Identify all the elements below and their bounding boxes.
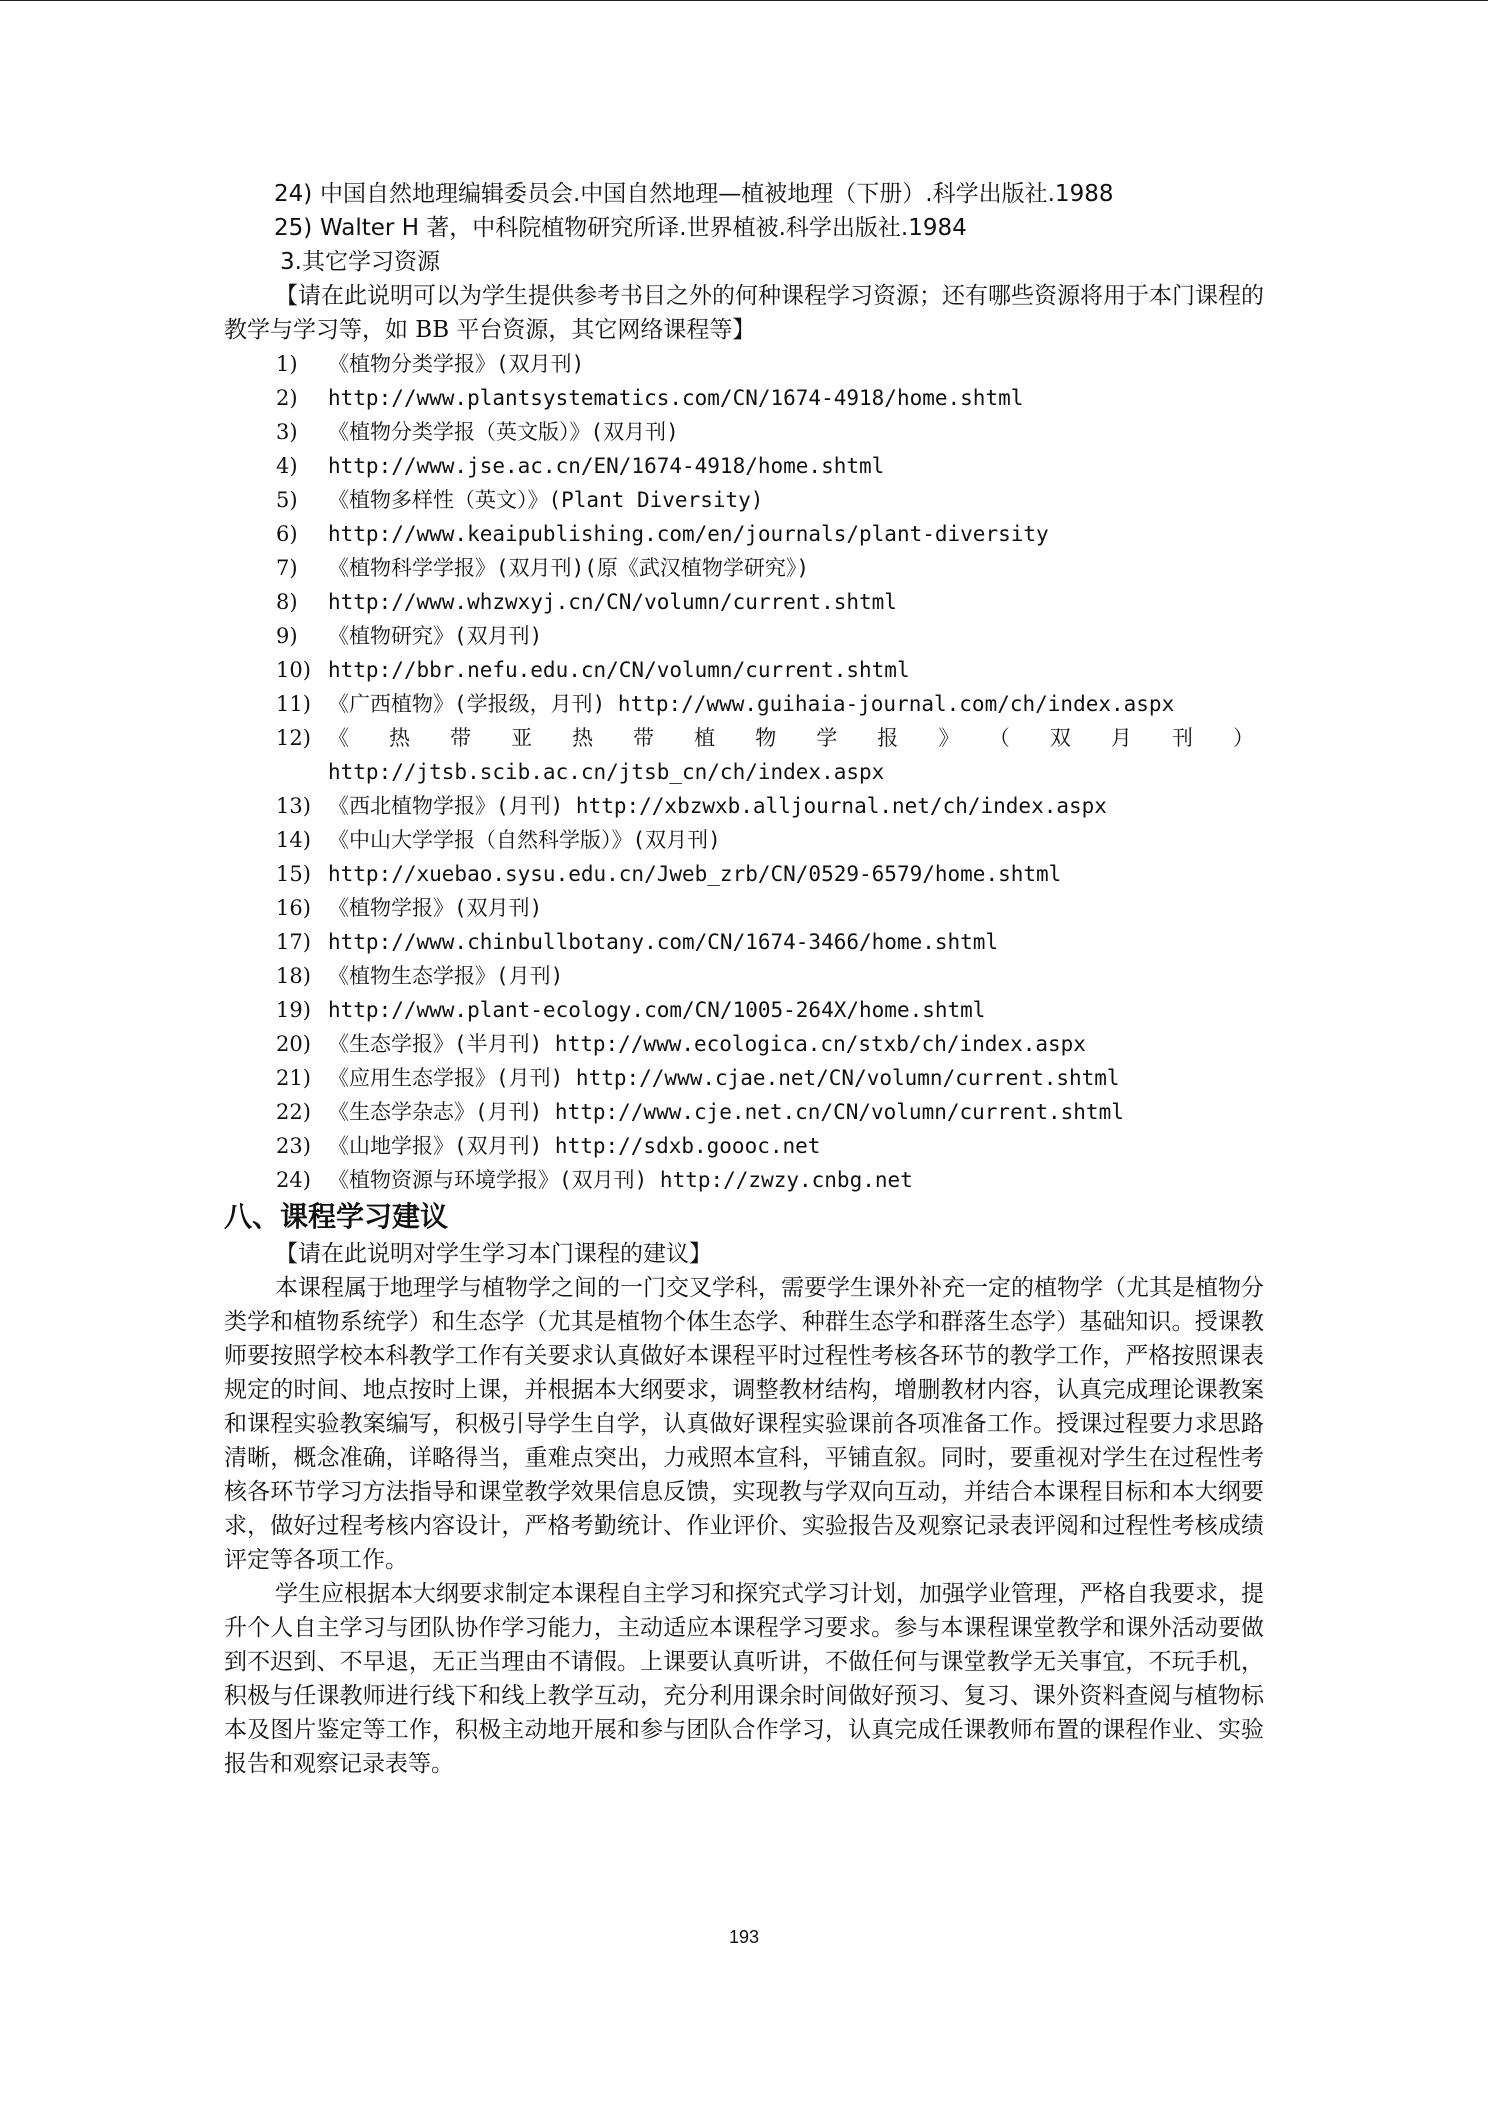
item-text: http://www.keaipublishing.com/en/journals/plant-diversity [328, 522, 1049, 546]
section-note: 【请在此说明对学生学习本门课程的建议】 [275, 1241, 712, 1267]
list-item [276, 891, 1264, 925]
list-item [276, 1061, 1264, 1095]
item-text: http://www.chinbullbotany.com/CN/1674-3466/home.shtml [328, 930, 999, 954]
page-content [224, 177, 1264, 1781]
item-number: 18) [276, 964, 311, 988]
item-url: http://jtsb.scib.ac.cn/jtsb_cn/ch/index.aspx [328, 760, 885, 784]
list-item [276, 1163, 1264, 1197]
item-number: 22) [276, 1100, 311, 1124]
item-text: http://www.plant-ecology.com/CN/1005-264X/home.shtml [328, 998, 986, 1022]
reference-number: 25) [274, 215, 313, 241]
list-item [276, 517, 1264, 551]
item-text: http://www.whzwxyj.cn/CN/volumn/current.shtml [328, 590, 897, 614]
item-number: 3) [276, 420, 298, 444]
item-number: 24) [276, 1168, 311, 1192]
list-item [276, 381, 1264, 415]
item-number: 15) [276, 862, 311, 886]
page-number: 193 [728, 1927, 760, 1947]
item-text: 《植物分类学报》(双月刊) [328, 352, 585, 376]
body-paragraph: 本课程属于地理学与植物学之间的一门交叉学科，需要学生课外补充一定的植物学（尤其是植物分类学和植物系统学）和生态学（尤其是植物个体生态学、种群生态学和群落生态学）基础知识。授课教师要按照学校本科教学工作有关要求认真做好本课程平时过程性考核各环节的教学工作，严格按照课表规定的时间、地点按时上课，并根据本大纲要求，调整教材结构，增删教材内容，认真完成理论课教案和课程实验教案编写，积极引导学生自学，认真做好课程实验课前各项准备工作。授课过程要力求思路清晰，概念准确，详略得当，重难点突出，力戒照本宣科，平铺直叙。同时，要重视对学生在过程性考核各环节学习方法指导和课堂教学效果信息反馈，实现教与学双向互动，并结合本课程目标和本大纲要求，做好过程考核内容设计，严格考勤统计、作业评价、实验报告及观察记录表评阅和过程性考核成绩评定等各项工作。 [224, 1275, 1264, 1573]
reference-number: 24) [274, 181, 313, 207]
item-number: 21) [276, 1066, 311, 1090]
list-item [276, 721, 1264, 789]
list-item [276, 619, 1264, 653]
item-text: 《中山大学学报（自然科学版）》(双月刊) [328, 828, 721, 852]
item-text: 《广西植物》(学报级，月刊) http://www.guihaia-journal.com/ch/index.aspx [328, 692, 1175, 716]
item-number: 11) [276, 692, 311, 716]
list-item [276, 687, 1264, 721]
list-item [276, 959, 1264, 993]
item-number: 20) [276, 1032, 311, 1056]
item-number: 8) [276, 590, 298, 614]
list-item [276, 449, 1264, 483]
list-item [276, 823, 1264, 857]
item-text: http://xuebao.sysu.edu.cn/Jweb_zrb/CN/0529-6579/home.shtml [328, 862, 1062, 886]
item-text: 《生态学报》(半月刊) http://www.ecologica.cn/stxb/ch/index.aspx [328, 1032, 1086, 1056]
item-text: http://www.plantsystematics.com/CN/1674-4918/home.shtml [328, 386, 1024, 410]
list-item [276, 789, 1264, 823]
list-item [276, 415, 1264, 449]
item-number: 7) [276, 556, 298, 580]
item-text: 《植物科学学报》(双月刊)(原《武汉植物学研究》) [328, 556, 810, 580]
item-number: 17) [276, 930, 311, 954]
item-text: 《植物多样性（英文）》(Plant Diversity) [328, 488, 764, 512]
item-number: 1) [276, 352, 298, 376]
list-item [276, 483, 1264, 517]
item-number: 10) [276, 658, 311, 682]
item-text: 《热带亚热带植物学报》（双月刊） [328, 726, 1256, 750]
item-number: 9) [276, 624, 298, 648]
reference-text: Walter H 著，中科院植物研究所译.世界植被.科学出版社.1984 [320, 215, 967, 241]
list-item [276, 925, 1264, 959]
item-text: http://www.jse.ac.cn/EN/1674-4918/home.shtml [328, 454, 885, 478]
list-item [276, 1027, 1264, 1061]
list-item [276, 1095, 1264, 1129]
item-number: 4) [276, 454, 298, 478]
list-item [276, 653, 1264, 687]
item-number: 2) [276, 386, 298, 410]
list-item [276, 857, 1264, 891]
item-text: 《植物学报》(双月刊) [328, 896, 543, 920]
reference-text: 中国自然地理编辑委员会.中国自然地理—植被地理（下册）.科学出版社.1988 [320, 181, 1114, 207]
item-text: 《植物分类学报（英文版）》(双月刊) [328, 420, 679, 444]
item-text: 《植物资源与环境学报》(双月刊) http://zwzy.cnbg.net [328, 1168, 913, 1192]
item-number: 6) [276, 522, 298, 546]
item-number: 14) [276, 828, 311, 852]
item-number: 5) [276, 488, 298, 512]
subheading: 3.其它学习资源 [280, 249, 440, 275]
resource-list [276, 347, 1264, 1197]
body-paragraph: 学生应根据本大纲要求制定本课程自主学习和探究式学习计划，加强学业管理，严格自我要求，提升个人自主学习与团队协作学习能力，主动适应本课程学习要求。参与本课程课堂教学和课外活动要做到不迟到、不早退，无正当理由不请假。上课要认真听讲，不做任何与课堂教学无关事宜，不玩手机，积极与任课教师进行线下和线上教学互动，充分利用课余时间做好预习、复习、课外资料查阅与植物标本及图片鉴定等工作，积极主动地开展和参与团队合作学习，认真完成任课教师布置的课程作业、实验报告和观察记录表等。 [224, 1581, 1264, 1777]
item-number: 16) [276, 896, 311, 920]
reference-item [274, 211, 1264, 245]
item-text: 《山地学报》(双月刊) http://sdxb.goooc.net [328, 1134, 821, 1158]
list-item [276, 347, 1264, 381]
list-item [276, 585, 1264, 619]
item-text: 《植物研究》(双月刊) [328, 624, 543, 648]
resources-note: 【请在此说明可以为学生提供参考书目之外的何种课程学习资源；还有哪些资源将用于本门课程的教学与学习等，如 BB 平台资源，其它网络课程等】 [224, 283, 1264, 343]
item-text: 《应用生态学报》(月刊) http://www.cjae.net/CN/volumn/current.shtml [328, 1066, 1120, 1090]
list-item [276, 993, 1264, 1027]
list-item [276, 1129, 1264, 1163]
item-number: 13) [276, 794, 311, 818]
list-item [276, 551, 1264, 585]
item-number: 23) [276, 1134, 311, 1158]
item-text: http://bbr.nefu.edu.cn/CN/volumn/current.shtml [328, 658, 910, 682]
reference-item [274, 177, 1264, 211]
item-text: 《植物生态学报》(月刊) [328, 964, 564, 988]
item-text: 《生态学杂志》(月刊) http://www.cje.net.cn/CN/volumn/current.shtml [328, 1100, 1124, 1124]
item-number: 19) [276, 998, 311, 1022]
item-text: 《西北植物学报》(月刊) http://xbzwxb.alljournal.net/ch/index.aspx [328, 794, 1107, 818]
section-title: 八、课程学习建议 [224, 1200, 449, 1233]
item-number: 12) [276, 726, 311, 750]
